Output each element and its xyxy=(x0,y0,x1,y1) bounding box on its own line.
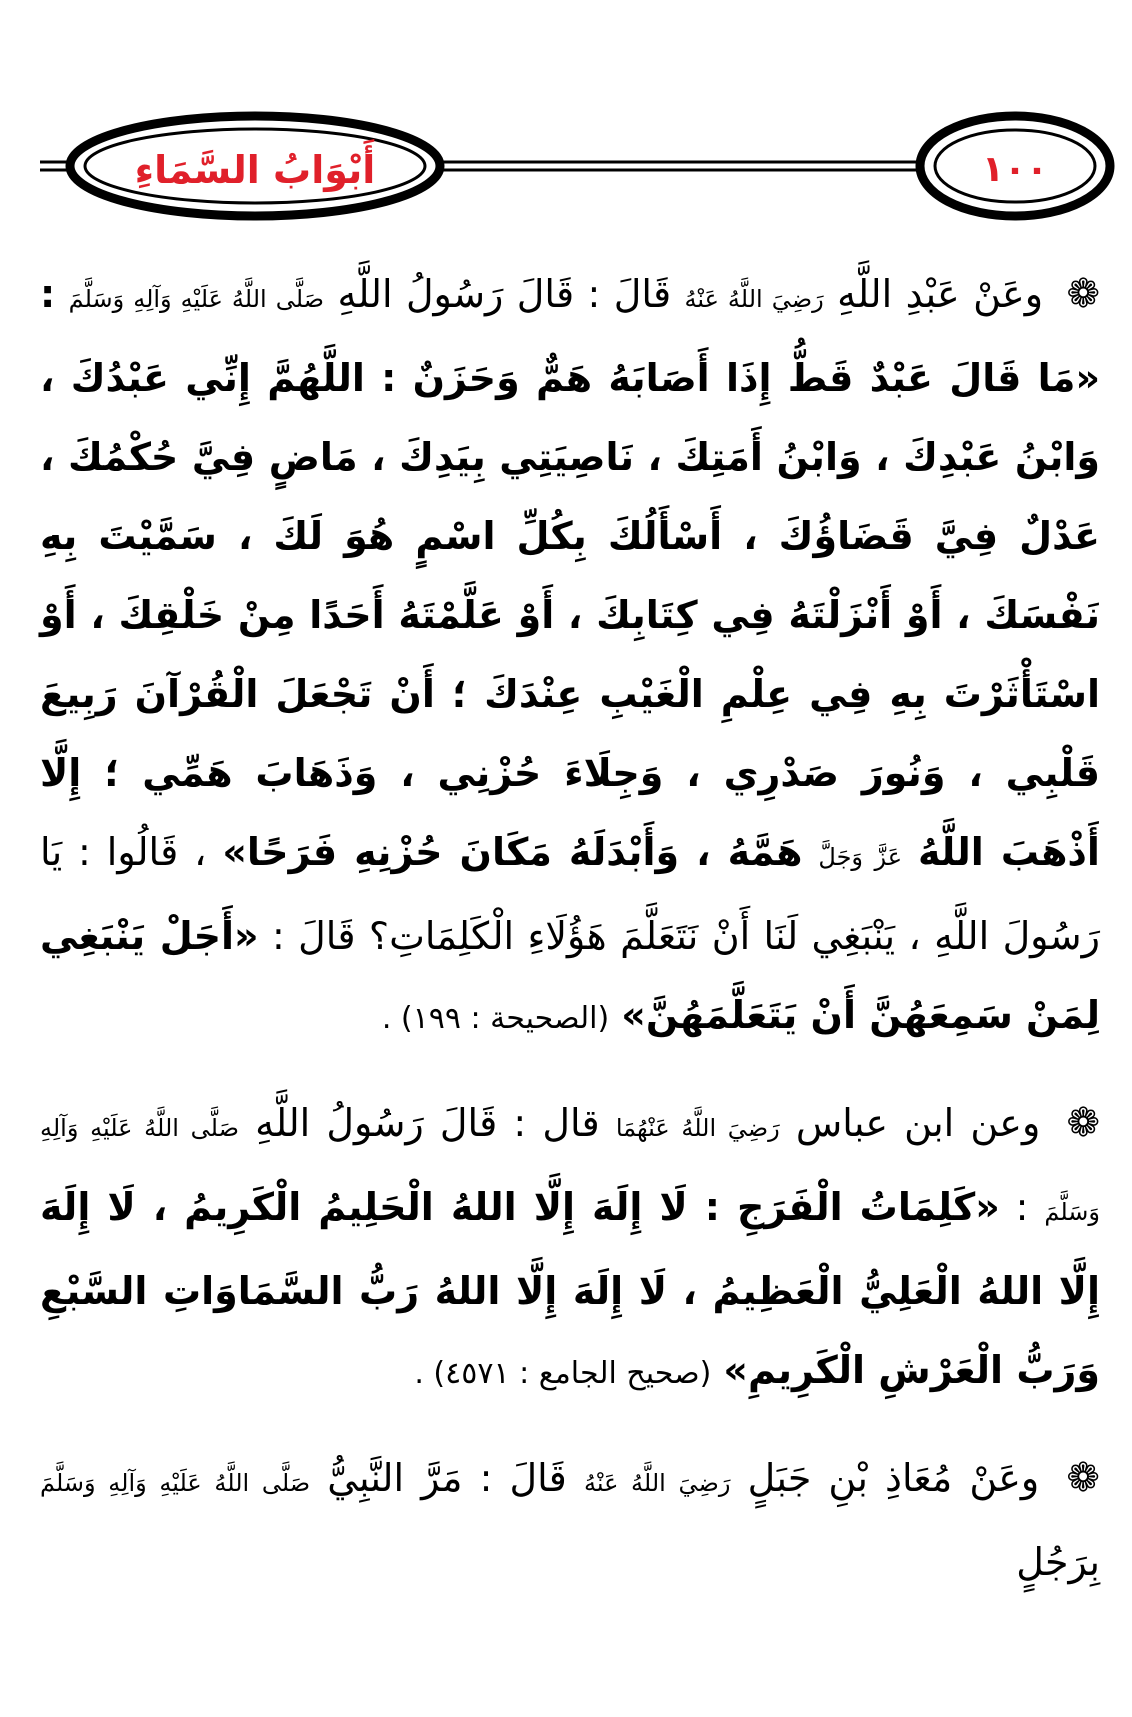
page-title: أَبْوَابُ السَّمَاءِ xyxy=(134,148,376,192)
page-body xyxy=(40,255,1100,1602)
hadith2-reference: (صحيح الجامع : ٤٥٧١) . xyxy=(414,1356,712,1391)
hadith2-quote: «كَلِمَاتُ الْفَرَجِ : لَا إِلَهَ إِلَّا اللهُ الْحَلِيمُ الْكَرِيمُ ، لَا إِلَهَ إِلَّا اللهُ الْعَلِيُّ الْعَظِيمُ ، لَا إِلَهَ إِلَّا اللهُ رَبُّ السَّمَاوَاتِ السَّبْعِ وَرَبُّ الْعَرْشِ الْكَرِيمِ» xyxy=(40,1185,1100,1392)
flower-ornament-icon: ❁ xyxy=(1066,271,1100,317)
hadith-paragraph-1 xyxy=(40,255,1100,1058)
hadith3-tail: بِرَجُلٍ xyxy=(1016,1540,1100,1584)
hadith1-honorific-prophet: صَلَّى اللَّهُ عَلَيْهِ وَآلِهِ وَسَلَّمَ xyxy=(68,285,325,313)
hadith1-intro: وعَنْ عَبْدِ اللَّهِ xyxy=(837,272,1044,316)
hadith1-honorific-companion: رَضِيَ اللَّهُ عَنْهُ xyxy=(684,285,824,313)
hadith1-honorific-allah: عَزَّ وَجَلَّ xyxy=(818,843,903,871)
page-number: ١٠٠ xyxy=(982,149,1048,190)
hadith1-quote-part2: هَمَّهُ ، وَأَبْدَلَهُ مَكَانَ حُزْنِهِ فَرَحًا» xyxy=(222,830,803,874)
hadith2-colon: : xyxy=(1015,1185,1029,1229)
flower-ornament-icon: ❁ xyxy=(1066,1100,1100,1146)
hadith3-intro: وعَنْ مُعَاذِ بْنِ جَبَلٍ xyxy=(747,1456,1040,1500)
hadith2-intro: وعن ابن عباس xyxy=(795,1101,1041,1145)
hadith2-honorific-prophet: صَلَّى اللَّهُ عَلَيْهِ وَآلِهِ وَسَلَّمَ xyxy=(40,1114,1100,1226)
hadith1-said: قَالَ : قَالَ رَسُولُ اللَّهِ xyxy=(337,272,672,316)
page-header xyxy=(0,0,1132,250)
hadith3-honorific-companion: رَضِيَ اللَّهُ عَنْهُ xyxy=(583,1469,731,1497)
hadith1-reference: (الصحيحة : ١٩٩) . xyxy=(381,1001,610,1036)
hadith-paragraph-3 xyxy=(40,1439,1100,1602)
hadith2-said: قال : قَالَ رَسُولُ اللَّهِ xyxy=(255,1101,600,1145)
flower-ornament-icon: ❁ xyxy=(1066,1455,1100,1501)
hadith-paragraph-2 xyxy=(40,1084,1100,1413)
hadith1-quote-part3: «أَجَلْ يَنْبَغِي لِمَنْ سَمِعَهُنَّ أَنْ يَتَعَلَّمَهُنَّ» xyxy=(40,914,1100,1037)
hadith1-narration: ، قَالُوا : يَا رَسُولَ اللَّهِ ، يَنْبَغِي لَنَا أَنْ نَتَعَلَّمَ هَؤُلَاءِ الْكَلِمَاتِ؟ قَالَ : xyxy=(40,830,1100,958)
hadith3-said: قَالَ : مَرَّ النَّبِيُّ xyxy=(327,1456,567,1500)
hadith2-honorific-companion: رَضِيَ اللَّهُ عَنْهُمَا xyxy=(615,1114,780,1142)
header-ornament xyxy=(0,0,1132,250)
hadith1-quote-part1: : «مَا قَالَ عَبْدٌ قَطُّ إِذَا أَصَابَهُ هَمٌّ وَحَزَنٌ : اللَّهُمَّ إِنِّي عَبْدُكَ ، وَابْنُ عَبْدِكَ ، وَابْنُ أَمَتِكَ ، نَاصِيَتِي بِيَدِكَ ، مَاضٍ فِيَّ حُكْمُكَ ، عَدْلٌ فِيَّ قَضَاؤُكَ ، أَسْأَلُكَ بِكُلِّ اسْمٍ هُوَ لَكَ ، سَمَّيْتَ بِهِ نَفْسَكَ ، أَوْ أَنْزَلْتَهُ فِي كِتَابِكَ ، أَوْ عَلَّمْتَهُ أَحَدًا مِنْ خَلْقِكَ ، أَوْ اسْتَأْثَرْتَ بِهِ فِي عِلْمِ الْغَيْبِ عِنْدَكَ ؛ أَنْ تَجْعَلَ الْقُرْآنَ رَبِيعَ قَلْبِي ، وَنُورَ صَدْرِي ، وَجِلَاءَ حُزْنِي ، وَذَهَابَ هَمِّي ؛ إِلَّا أَذْهَبَ اللَّهُ xyxy=(40,272,1100,874)
hadith3-honorific-prophet: صَلَّى اللَّهُ عَلَيْهِ وَآلِهِ وَسَلَّمَ xyxy=(40,1469,311,1497)
